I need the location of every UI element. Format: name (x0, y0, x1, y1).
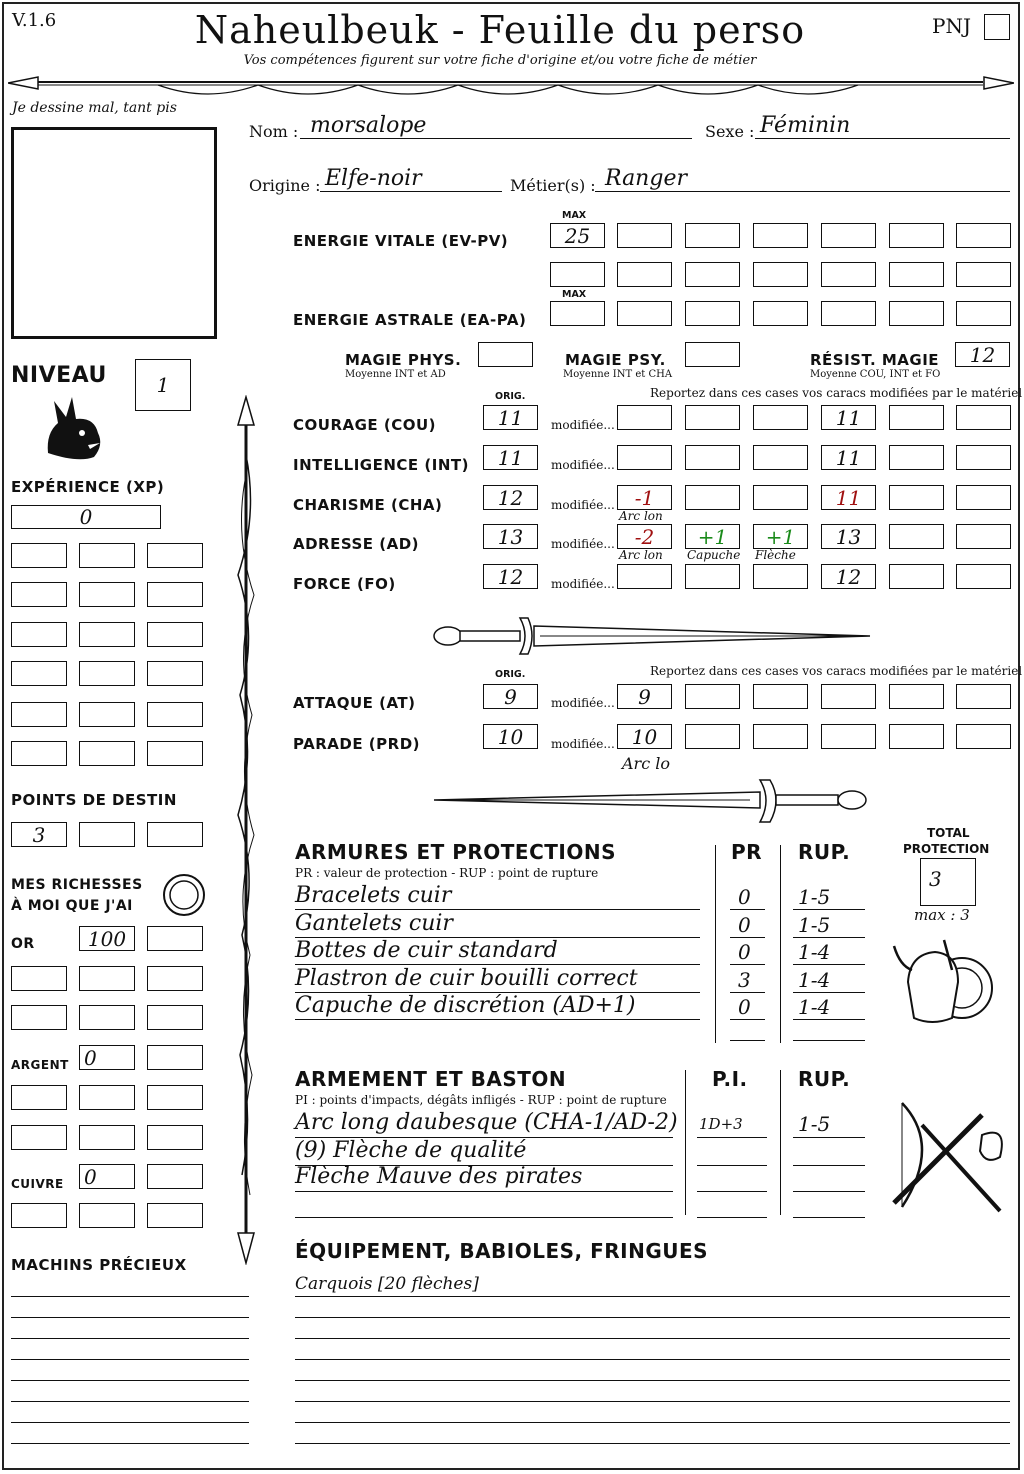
equipement-line[interactable] (295, 1443, 1010, 1444)
carac-modif-label: modifiée... (551, 418, 615, 432)
xp-grid-box[interactable] (11, 661, 67, 686)
carac-label: COURAGE (COU) (293, 416, 437, 434)
ev-box[interactable] (685, 223, 740, 248)
carac-mod-box[interactable] (889, 405, 944, 430)
or-grid-box[interactable] (79, 966, 135, 991)
cuivre-box-2[interactable] (147, 1164, 203, 1189)
portrait-caption: Je dessine mal, tant pis (12, 100, 177, 116)
armure-pr-line (730, 1019, 765, 1020)
armure-name[interactable]: Bottes de cuir standard (295, 938, 558, 963)
coin-icon (161, 872, 207, 918)
carac-mod-box[interactable]: +1 (685, 524, 740, 549)
carac-mod-box[interactable] (956, 524, 1011, 549)
parade-label: PARADE (PRD) (293, 735, 421, 753)
attaque-mod-box[interactable]: 9 (617, 684, 672, 709)
destin-box-3[interactable] (147, 822, 203, 847)
xp-box[interactable]: 0 (11, 505, 161, 529)
carac-mod-box[interactable] (889, 445, 944, 470)
xp-grid-box[interactable] (79, 661, 135, 686)
spear-divider-icon (8, 68, 1014, 98)
equipement-line[interactable] (295, 1338, 1010, 1339)
carac-mod-box[interactable] (956, 405, 1011, 430)
sexe-label: Sexe : (705, 122, 755, 141)
xp-grid-box[interactable] (11, 622, 67, 647)
xp-grid-box[interactable] (79, 622, 135, 647)
carac-mod-note: Arc lon (619, 509, 663, 523)
xp-grid-box[interactable] (79, 543, 135, 568)
crossed-weapons-icon (882, 1095, 1010, 1220)
or-grid-box[interactable] (147, 966, 203, 991)
ea-label: ENERGIE ASTRALE (EA-PA) (293, 311, 527, 329)
machins-line[interactable] (11, 1422, 249, 1423)
caracs-report-note: Reportez dans ces cases vos caracs modifiées par le matériel (650, 386, 1023, 400)
vertical-spear-icon (228, 395, 264, 1265)
carac-mod-note: Arc lon (619, 548, 663, 562)
magie-phys-box[interactable] (478, 342, 533, 367)
equipement-item[interactable]: Carquois [20 flèches] (295, 1274, 479, 1294)
armures-sub: PR : valeur de protection - RUP : point de rupture (295, 866, 599, 880)
ea-box[interactable] (617, 301, 672, 326)
ev-box[interactable] (753, 262, 808, 287)
armement-divider-1 (685, 1070, 686, 1215)
carac-mod-box[interactable] (617, 405, 672, 430)
argent-label: ARGENT (11, 1058, 69, 1072)
nom-line (300, 138, 692, 139)
carac-mod-box[interactable] (889, 485, 944, 510)
xp-grid-box[interactable] (11, 741, 67, 766)
portrait-box[interactable] (11, 127, 217, 339)
arme-rup-line (793, 1191, 865, 1192)
ea-box[interactable] (889, 301, 944, 326)
arme-pi-line (697, 1217, 767, 1218)
machins-line[interactable] (11, 1443, 249, 1444)
carac-mod-box[interactable]: -1 (617, 485, 672, 510)
magie-phys-sub: Moyenne INT et AD (345, 369, 446, 380)
armure-rup-line (793, 937, 865, 938)
argent-grid-box[interactable] (147, 1125, 203, 1150)
magie-phys-label: MAGIE PHYS. (345, 351, 462, 369)
cuivre-grid-box[interactable] (147, 1203, 203, 1228)
equipement-line[interactable] (295, 1380, 1010, 1381)
ev-max-box[interactable]: 25 (550, 223, 605, 248)
armure-rup-line (793, 1040, 865, 1041)
xp-grid-box[interactable] (147, 622, 203, 647)
carac-label: CHARISME (CHA) (293, 496, 443, 514)
origine-line (320, 191, 502, 192)
nom-label: Nom : (249, 122, 299, 141)
armure-rup-line (793, 964, 865, 965)
armure-pr-line (730, 964, 765, 965)
machins-line[interactable] (11, 1317, 249, 1318)
equipement-line[interactable] (295, 1296, 1010, 1297)
pnj-label: PNJ (932, 14, 971, 38)
arme-rup-line (793, 1137, 865, 1138)
armure-rup[interactable]: 1-5 (798, 885, 831, 909)
argent-grid-box[interactable] (79, 1125, 135, 1150)
xp-grid-box[interactable] (147, 543, 203, 568)
parade-box[interactable] (956, 724, 1011, 749)
ea-max-box[interactable] (550, 301, 605, 326)
ev-box[interactable] (889, 223, 944, 248)
armure-rup[interactable]: 1-4 (798, 940, 831, 964)
carac-orig-box[interactable]: 12 (483, 485, 538, 510)
carac-modif-label: modifiée... (551, 498, 615, 512)
machins-line[interactable] (11, 1296, 249, 1297)
sword-2-icon (430, 776, 875, 828)
ev-box[interactable] (617, 262, 672, 287)
magie-psy-sub: Moyenne INT et CHA (563, 369, 673, 380)
magie-psy-box[interactable] (685, 342, 740, 367)
carac-orig-box[interactable]: 11 (483, 405, 538, 430)
armures-rup-header: RUP. (798, 840, 851, 864)
carac-mod-box[interactable] (685, 564, 740, 589)
ev-max-label: MAX (562, 210, 587, 221)
arme-pi-line (697, 1137, 767, 1138)
niveau-label: NIVEAU (11, 363, 107, 388)
machins-line[interactable] (11, 1359, 249, 1360)
xp-grid-box[interactable] (147, 702, 203, 727)
magie-psy-label: MAGIE PSY. (565, 351, 666, 369)
carac-final-box[interactable]: 11 (821, 445, 876, 470)
xp-grid-box[interactable] (79, 741, 135, 766)
carac-orig-box[interactable]: 11 (483, 445, 538, 470)
attaque-box[interactable] (753, 684, 808, 709)
carac-mod-box[interactable]: -2 (617, 524, 672, 549)
argent-grid-box[interactable] (79, 1085, 135, 1110)
armure-line (295, 909, 700, 910)
argent-grid-box[interactable] (147, 1085, 203, 1110)
carac-final-box[interactable]: 13 (821, 524, 876, 549)
argent-grid-box[interactable] (11, 1085, 67, 1110)
armure-name[interactable]: Bracelets cuir (295, 883, 452, 908)
carac-modif-label: modifiée... (551, 577, 615, 591)
armure-rup[interactable]: 1-4 (798, 968, 831, 992)
pr-header: PR (731, 840, 763, 864)
armure-rup-line (793, 909, 865, 910)
or-grid-box[interactable] (11, 1005, 67, 1030)
carac-mod-box[interactable] (617, 564, 672, 589)
xp-grid-box[interactable] (147, 582, 203, 607)
ev-box[interactable] (550, 262, 605, 287)
armement-rup-header: RUP. (798, 1067, 851, 1091)
arme-pi[interactable]: 1D+3 (699, 1115, 743, 1133)
metier-value[interactable]: Ranger (605, 166, 687, 191)
armure-pr[interactable]: 0 (738, 913, 751, 937)
carac-mod-box[interactable] (889, 564, 944, 589)
destin-box-2[interactable] (79, 822, 135, 847)
helmet-shield-icon (890, 926, 996, 1038)
carac-label: ADRESSE (AD) (293, 535, 420, 553)
version-label: V.1.6 (12, 10, 57, 31)
carac-mod-box[interactable] (617, 445, 672, 470)
pi-header: P.I. (712, 1067, 748, 1091)
arme-line (295, 1217, 673, 1218)
ea-box[interactable] (685, 301, 740, 326)
xp-grid-box[interactable] (11, 582, 67, 607)
equipement-title: ÉQUIPEMENT, BABIOLES, FRINGUES (295, 1239, 709, 1263)
arme-name[interactable]: Arc long daubesque (CHA-1/AD-2) (295, 1110, 678, 1135)
attaque-box[interactable] (821, 684, 876, 709)
page-subtitle: Vos compétences figurent sur votre fiche d'origine et/ou votre fiche de métier (243, 53, 757, 68)
armure-pr-line (730, 1040, 765, 1041)
resist-magie-box[interactable]: 12 (955, 342, 1010, 367)
cuivre-grid-box[interactable] (79, 1203, 135, 1228)
armure-pr[interactable]: 3 (738, 968, 751, 992)
carac-final-box[interactable]: 12 (821, 564, 876, 589)
armure-name[interactable]: Capuche de discrétion (AD+1) (295, 993, 636, 1018)
machins-line[interactable] (11, 1380, 249, 1381)
attaque-box[interactable] (956, 684, 1011, 709)
armure-pr-line (730, 909, 765, 910)
ea-max-label: MAX (562, 289, 587, 300)
armures-title: ARMURES ET PROTECTIONS (295, 840, 616, 864)
orig-label: ORIG. (495, 391, 526, 402)
xp-grid-box[interactable] (79, 582, 135, 607)
xp-grid-box[interactable] (147, 741, 203, 766)
combat-orig-label: ORIG. (495, 669, 526, 680)
xp-label: EXPÉRIENCE (XP) (11, 478, 165, 496)
dragon-icon (38, 393, 106, 463)
ev-box[interactable] (956, 262, 1011, 287)
parade-mod-box[interactable]: 10 (617, 724, 672, 749)
or-box[interactable]: 100 (79, 926, 135, 951)
armement-divider-2 (780, 1070, 781, 1215)
armure-name[interactable]: Plastron de cuir bouilli correct (295, 966, 638, 991)
cuivre-box[interactable]: 0 (79, 1164, 135, 1189)
carac-mod-box[interactable] (753, 485, 808, 510)
origine-label: Origine : (249, 176, 321, 195)
carac-label: FORCE (FO) (293, 575, 396, 593)
attaque-label: ATTAQUE (AT) (293, 694, 416, 712)
sword-icon (430, 612, 875, 657)
niveau-box[interactable]: 1 (135, 359, 191, 411)
carac-orig-box[interactable]: 12 (483, 564, 538, 589)
carac-mod-box[interactable] (753, 564, 808, 589)
armement-title: ARMEMENT ET BASTON (295, 1067, 567, 1091)
total-label-1: TOTAL (927, 826, 970, 840)
richesses-label-1: MES RICHESSES (11, 877, 143, 893)
ev-box[interactable] (821, 223, 876, 248)
combat-report-note: Reportez dans ces cases vos caracs modifiées par le matériel (650, 664, 1023, 678)
destin-label: POINTS DE DESTIN (11, 791, 177, 809)
ev-label: ENERGIE VITALE (EV-PV) (293, 232, 509, 250)
carac-mod-note: Flèche (755, 548, 796, 562)
arme-rup[interactable]: 1-5 (798, 1112, 831, 1136)
ev-box[interactable] (956, 223, 1011, 248)
cuivre-grid-box[interactable] (11, 1203, 67, 1228)
equipement-line[interactable] (295, 1422, 1010, 1423)
parade-modif-label: modifiée... (551, 737, 615, 751)
ev-box[interactable] (685, 262, 740, 287)
carac-final-box[interactable]: 11 (821, 405, 876, 430)
carac-final-box[interactable]: 11 (821, 485, 876, 510)
machins-label: MACHINS PRÉCIEUX (11, 1256, 187, 1274)
armure-pr[interactable]: 0 (738, 885, 751, 909)
armure-pr-line (730, 937, 765, 938)
argent-box-2[interactable] (147, 1045, 203, 1070)
argent-box[interactable]: 0 (79, 1045, 135, 1070)
carac-mod-box[interactable] (685, 445, 740, 470)
ev-box[interactable] (617, 223, 672, 248)
xp-grid-box[interactable] (79, 702, 135, 727)
or-label: OR (11, 936, 35, 952)
carac-label: INTELLIGENCE (INT) (293, 456, 469, 474)
parade-box[interactable] (753, 724, 808, 749)
armures-divider-1 (715, 845, 716, 1043)
arme-rup-line (793, 1217, 865, 1218)
equipement-line[interactable] (295, 1359, 1010, 1360)
parade-box[interactable] (821, 724, 876, 749)
parade-box[interactable] (685, 724, 740, 749)
arme-name[interactable]: Flèche Mauve des pirates (295, 1164, 583, 1189)
armure-rup-line (793, 992, 865, 993)
carac-mod-box[interactable] (889, 524, 944, 549)
or-grid-box[interactable] (79, 1005, 135, 1030)
origine-value[interactable]: Elfe-noir (325, 166, 422, 191)
ea-box[interactable] (821, 301, 876, 326)
ev-box[interactable] (753, 223, 808, 248)
carac-mod-box[interactable] (753, 445, 808, 470)
carac-mod-box[interactable] (685, 485, 740, 510)
equipement-line[interactable] (295, 1317, 1010, 1318)
carac-mod-note: Capuche (687, 548, 741, 562)
ev-box[interactable] (821, 262, 876, 287)
argent-grid-box[interactable] (11, 1125, 67, 1150)
armures-divider-2 (780, 845, 781, 1043)
metier-label: Métier(s) : (510, 176, 596, 195)
or-grid-box[interactable] (11, 966, 67, 991)
pnj-checkbox[interactable] (984, 14, 1010, 40)
metier-line (595, 191, 1010, 192)
cuivre-label: CUIVRE (11, 1177, 64, 1191)
armement-sub: PI : points d'impacts, dégâts infligés - RUP : point de rupture (295, 1093, 667, 1107)
armure-pr[interactable]: 0 (738, 940, 751, 964)
arme-line (295, 1191, 673, 1192)
armure-rup[interactable]: 1-4 (798, 995, 831, 1019)
sexe-line (755, 138, 1010, 139)
carac-mod-box[interactable] (956, 445, 1011, 470)
attaque-box[interactable] (685, 684, 740, 709)
or-grid-box[interactable] (147, 1005, 203, 1030)
carac-modif-label: modifiée... (551, 458, 615, 472)
destin-box-1[interactable]: 3 (11, 822, 67, 847)
machins-line[interactable] (11, 1401, 249, 1402)
arme-pi-line (697, 1165, 767, 1166)
arme-name[interactable]: (9) Flèche de qualité (295, 1138, 527, 1163)
attaque-orig-box[interactable]: 9 (483, 684, 538, 709)
richesses-label-2: À MOI QUE J'AI (11, 898, 133, 914)
carac-mod-box[interactable] (956, 485, 1011, 510)
carac-modif-label: modifiée... (551, 537, 615, 551)
or-box-2[interactable] (147, 926, 203, 951)
ea-box[interactable] (956, 301, 1011, 326)
armure-pr-line (730, 992, 765, 993)
arme-rup-line (793, 1165, 865, 1166)
max-protection-note: max : 3 (914, 906, 970, 924)
armure-name[interactable]: Gantelets cuir (295, 911, 453, 936)
carac-mod-box[interactable] (956, 564, 1011, 589)
resist-magie-sub: Moyenne COU, INT et FO (810, 369, 941, 380)
carac-orig-box[interactable]: 13 (483, 524, 538, 549)
carac-mod-box[interactable] (753, 405, 808, 430)
attaque-box[interactable] (889, 684, 944, 709)
arme-pi-line (697, 1191, 767, 1192)
resist-magie-label: RÉSIST. MAGIE (810, 351, 940, 369)
parade-note: Arc lo (622, 754, 670, 773)
attaque-modif-label: modifiée... (551, 696, 615, 710)
armure-line (295, 964, 700, 965)
total-protection-box[interactable]: 3 (920, 858, 976, 906)
carac-mod-box[interactable] (685, 405, 740, 430)
armure-rup-line (793, 1019, 865, 1020)
page-title: Naheulbeuk - Feuille du perso (194, 8, 806, 52)
armure-rup[interactable]: 1-5 (798, 913, 831, 937)
total-label-2: PROTECTION (903, 842, 990, 856)
ea-box[interactable] (753, 301, 808, 326)
armure-line (295, 1019, 700, 1020)
parade-orig-box[interactable]: 10 (483, 724, 538, 749)
xp-grid-box[interactable] (147, 661, 203, 686)
sexe-value[interactable]: Féminin (760, 113, 851, 138)
xp-grid-box[interactable] (11, 702, 67, 727)
parade-box[interactable] (889, 724, 944, 749)
nom-value[interactable]: morsalope (310, 113, 427, 138)
armure-pr[interactable]: 0 (738, 995, 751, 1019)
ev-box[interactable] (889, 262, 944, 287)
machins-line[interactable] (11, 1338, 249, 1339)
xp-grid-box[interactable] (11, 543, 67, 568)
equipement-line[interactable] (295, 1401, 1010, 1402)
carac-mod-box[interactable]: +1 (753, 524, 808, 549)
